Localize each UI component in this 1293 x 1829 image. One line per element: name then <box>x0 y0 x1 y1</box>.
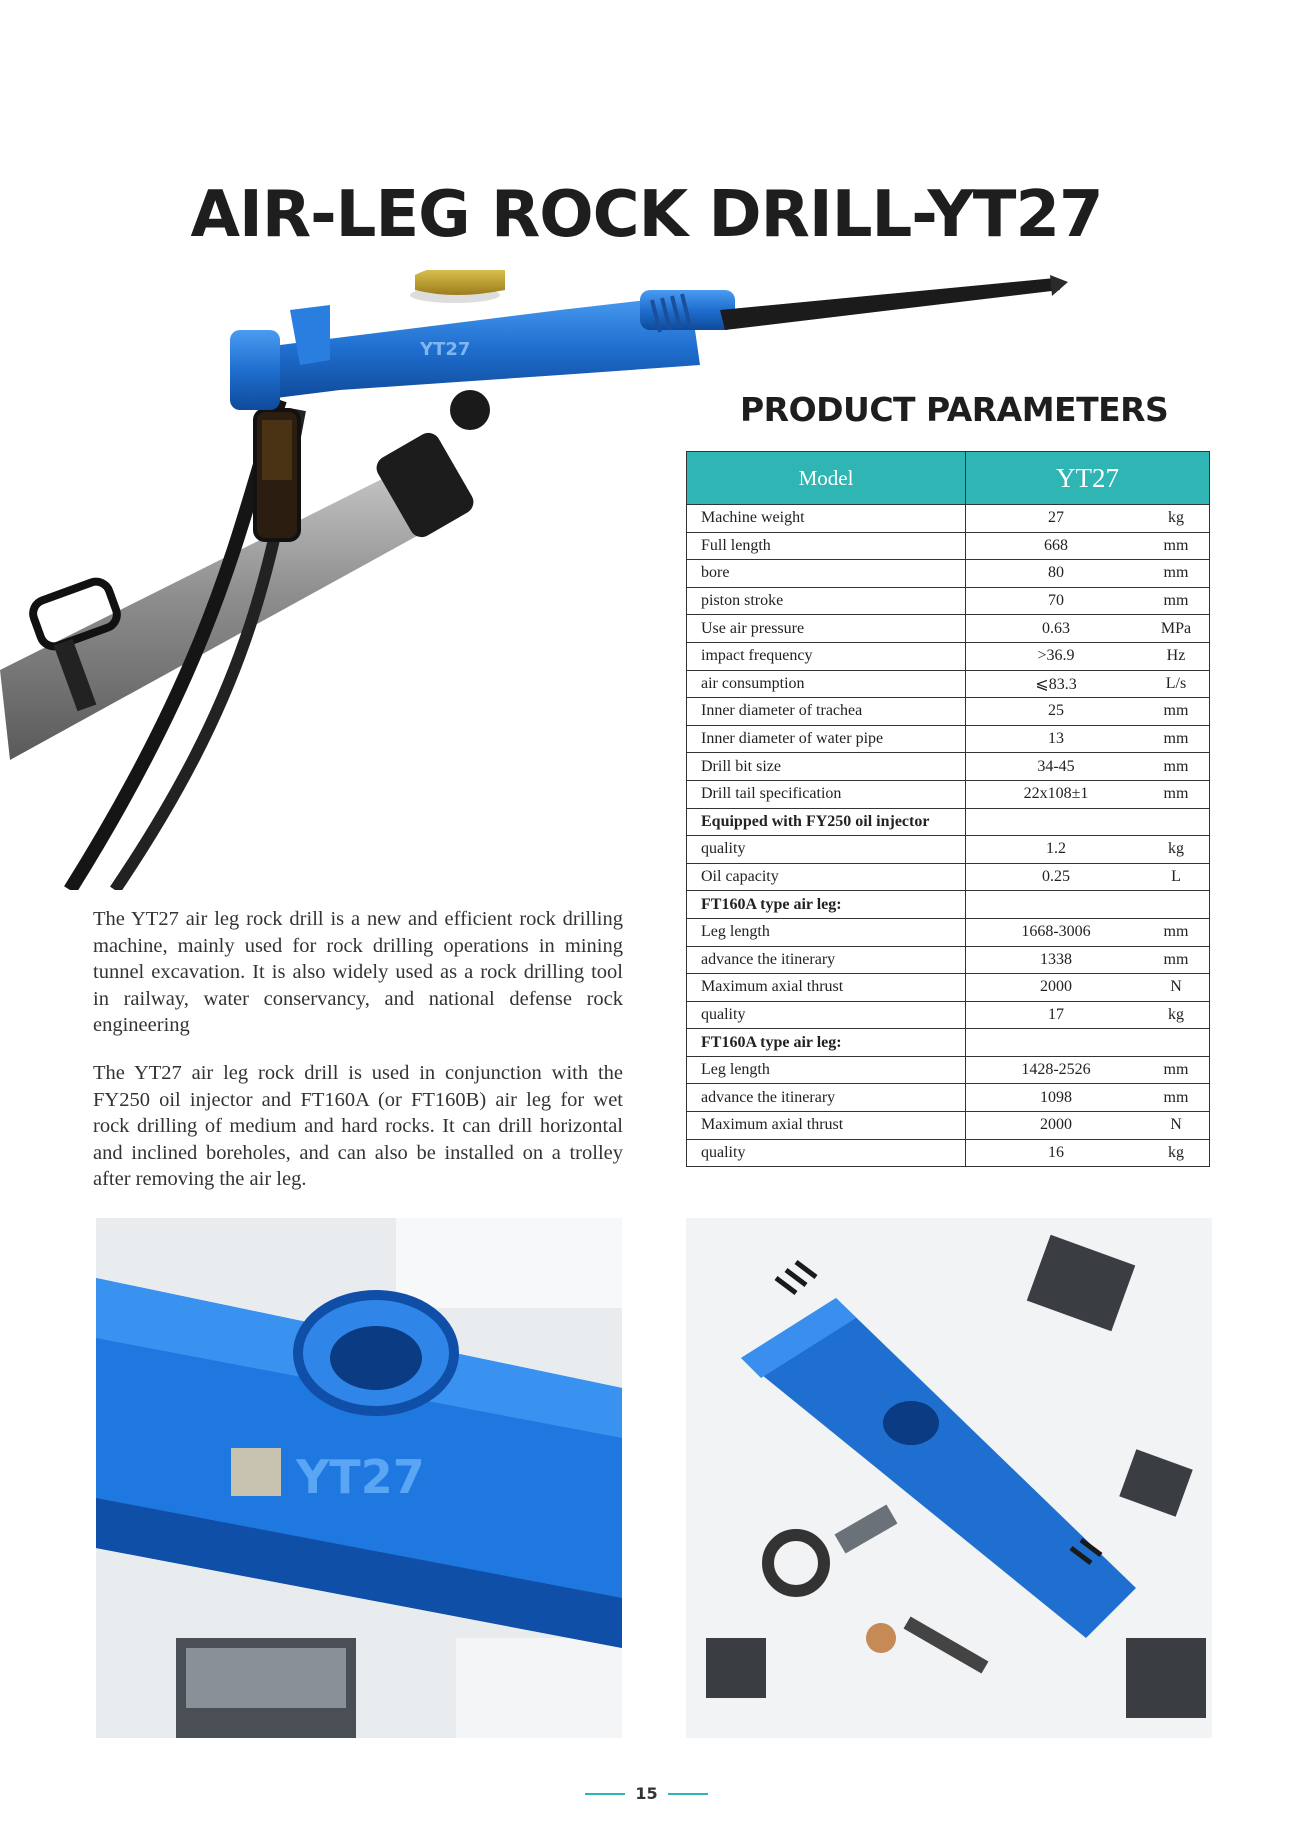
param-unit: L <box>1171 868 1181 886</box>
table-row <box>687 780 1210 808</box>
table-row <box>687 615 1210 643</box>
param-label: impact frequency <box>687 642 966 670</box>
param-unit: N <box>1170 1116 1182 1134</box>
hero-model-label: YT27 <box>420 339 471 360</box>
description-paragraph-2: The YT27 air leg rock drill is used in conjunction with the FY250 oil injector and FT160A (or FT160B) air leg for wet rock drilling of medium and hard rocks. It can drill horizontal and inclined boreholes, and can also be installed on a trolley after removing the air leg. <box>93 1062 623 1190</box>
param-unit: L/s <box>1165 674 1187 692</box>
param-value: 22x108±1 <box>1023 785 1089 803</box>
params-title: PRODUCT PARAMETERS <box>740 390 1169 429</box>
param-value: 1.2 <box>1046 840 1066 858</box>
footer-dash-right <box>668 1793 708 1795</box>
table-row <box>687 1001 1210 1029</box>
table-row <box>687 560 1210 588</box>
param-label: Leg length <box>687 1056 966 1084</box>
param-label: Machine weight <box>687 505 966 533</box>
param-label: quality <box>687 1139 966 1167</box>
param-value: 2000 <box>1040 1116 1072 1134</box>
table-row <box>687 974 1210 1002</box>
param-label: Maximum axial thrust <box>687 974 966 1002</box>
param-label: bore <box>687 560 966 588</box>
param-unit: MPa <box>1160 619 1192 637</box>
param-unit: mm <box>1163 536 1189 554</box>
param-value: >36.9 <box>1037 647 1075 665</box>
param-label: Full length <box>687 532 966 560</box>
page-footer <box>0 1784 1293 1803</box>
param-unit: mm <box>1163 757 1189 775</box>
param-label: quality <box>687 1001 966 1029</box>
table-row <box>687 670 1210 698</box>
param-value: 2000 <box>1040 978 1072 996</box>
param-label: quality <box>687 836 966 864</box>
param-value: 27 <box>1048 509 1064 527</box>
param-value: 1428-2526 <box>1021 1061 1091 1079</box>
table-row <box>687 918 1210 946</box>
param-unit: kg <box>1168 1143 1184 1161</box>
page-title: AIR-LEG ROCK DRILL-YT27 <box>190 178 1103 252</box>
param-value: 1098 <box>1040 1088 1072 1106</box>
param-label: advance the itinerary <box>687 1084 966 1112</box>
param-unit: kg <box>1168 1005 1184 1023</box>
footer-dash-left <box>585 1793 625 1795</box>
param-value: 13 <box>1048 730 1064 748</box>
table-row <box>687 1056 1210 1084</box>
table-row <box>687 532 1210 560</box>
table-row <box>687 698 1210 726</box>
param-value: 34-45 <box>1037 757 1075 775</box>
param-unit: mm <box>1163 950 1189 968</box>
param-label: Use air pressure <box>687 615 966 643</box>
table-row <box>687 753 1210 781</box>
table-row <box>687 863 1210 891</box>
page-number: 15 <box>635 1784 658 1803</box>
param-unit: mm <box>1163 1088 1189 1106</box>
param-value: 17 <box>1048 1005 1064 1023</box>
param-value: 70 <box>1048 592 1064 610</box>
param-value: 16 <box>1048 1143 1064 1161</box>
header-model-value: YT27 <box>966 452 1210 505</box>
param-unit: mm <box>1163 1061 1189 1079</box>
param-unit: N <box>1170 978 1182 996</box>
param-value: 0.25 <box>1042 868 1070 886</box>
header-model-label: Model <box>687 452 966 505</box>
param-value: 668 <box>1044 536 1068 554</box>
param-value: 1668-3006 <box>1021 923 1091 941</box>
param-value: 0.63 <box>1042 619 1070 637</box>
param-unit: mm <box>1163 785 1189 803</box>
table-row <box>687 505 1210 533</box>
table-section-row <box>687 1029 1210 1057</box>
table-row <box>687 836 1210 864</box>
param-value: 80 <box>1048 564 1064 582</box>
param-label: advance the itinerary <box>687 946 966 974</box>
section-label: Equipped with FY250 oil injector <box>687 808 966 836</box>
product-photo-closeup <box>96 1218 622 1738</box>
param-label: Drill bit size <box>687 753 966 781</box>
param-label: Drill tail specification <box>687 780 966 808</box>
table-row <box>687 1084 1210 1112</box>
param-unit: Hz <box>1166 647 1186 665</box>
params-table <box>686 451 1210 1167</box>
param-label: Inner diameter of trachea <box>687 698 966 726</box>
table-section-row <box>687 808 1210 836</box>
table-row <box>687 946 1210 974</box>
description-paragraph-1: The YT27 air leg rock drill is a new and efficient rock drilling machine, mainly used for rock drilling operations in mining tunnel excavation. It is also widely used as a rock drilling tool in railway, water conservancy, and national defense rock engineering <box>93 908 623 1036</box>
param-label: Inner diameter of water pipe <box>687 725 966 753</box>
param-unit: kg <box>1168 509 1184 527</box>
param-unit: mm <box>1163 592 1189 610</box>
param-value: 1338 <box>1040 950 1072 968</box>
param-label: Leg length <box>687 918 966 946</box>
photo-model-label: YT27 <box>296 1450 425 1504</box>
param-label: piston stroke <box>687 587 966 615</box>
table-section-row <box>687 891 1210 919</box>
section-label: FT160A type air leg: <box>687 891 966 919</box>
param-unit: mm <box>1163 564 1189 582</box>
table-row <box>687 725 1210 753</box>
param-value: 25 <box>1048 702 1064 720</box>
param-unit: mm <box>1163 702 1189 720</box>
params-header-row <box>687 452 1210 505</box>
param-value: ⩽83.3 <box>1035 675 1077 693</box>
table-row <box>687 587 1210 615</box>
table-row <box>687 642 1210 670</box>
param-label: air consumption <box>687 670 966 698</box>
param-label: Oil capacity <box>687 863 966 891</box>
param-unit: kg <box>1168 840 1184 858</box>
product-photo-packaged <box>686 1218 1212 1738</box>
param-unit: mm <box>1163 923 1189 941</box>
table-row <box>687 1139 1210 1167</box>
param-label: Maximum axial thrust <box>687 1112 966 1140</box>
table-row <box>687 1112 1210 1140</box>
param-unit: mm <box>1163 730 1189 748</box>
section-label: FT160A type air leg: <box>687 1029 966 1057</box>
